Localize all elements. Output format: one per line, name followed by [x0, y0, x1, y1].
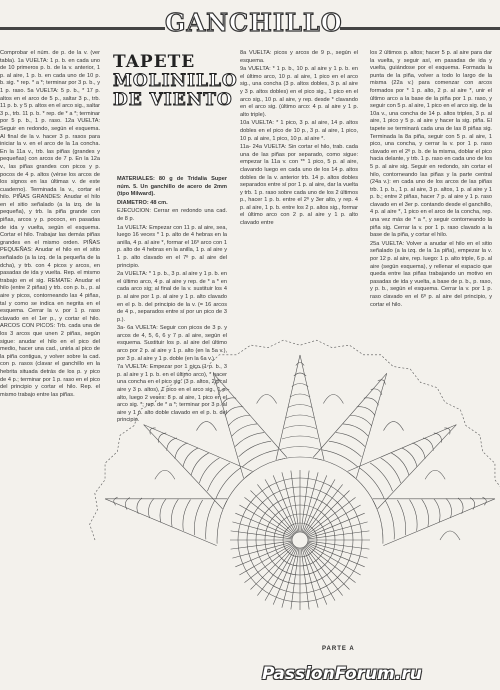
crochet-chart-lines: [90, 340, 500, 610]
round-25: 25a VUELTA: Volver a anudar el hilo en el sitio señalado (a la izq. de la 1a piña), empezar la v. por 12 p. al aire, rep. luego: 1 p. alto triple, 6 p. al aire (según esquema), y rellenar el espacio que queda entre las piñas trabajando un motivo en pasadas de ida y vuelta, a base de p. b., p. raso, y p. b., según el esquema. Cerrar la v. por 1 p. raso clavado en el 6º p. al aire del principio, y cortar el hilo.: [370, 240, 492, 308]
round-2: 2a VUELTA: * 1 p. b., 3 p. al aire y 1 p. b. en el último arco, 4 p. al aire y rep. de * a * en cada arco sig; al final de la v. sustituir los 4 p. al aire por 1 p. al aire y 1 p. alto clavado en el p. b. del principio de la v. (= 16 arcos de 4 p., separados entre sí por un pico de 3 p.).: [117, 271, 227, 323]
section-title: GANCHILLO: [165, 8, 340, 40]
materials: MATERIALES: 80 g de Tridalia Super núm. 5. Un ganchillo de acero de 2mm (tipo Milward).: [117, 176, 227, 198]
round-9: 9a VUELTA: * 1 p. b., 10 p. al aire y 1 p. b. en el último arco, 10 p. al aire, 1 pico en el arco sig., una concha (3 p. altos dobles, 3 p. al aire y 3 p. altos dobles) en el pico sig., 1 pico en el arco sig., 10 p. al aire, y rep. desde * clavando en el arco sig. (último arco: 4 p. al aire y 1 p. alto triple).: [240, 66, 358, 118]
round-8: 8a VUELTA: picos y arcos de 9 p., según el esquema.: [240, 50, 358, 64]
round-11-24: 11a- 24a VUELTA: Sin cortar el hilo, trab. cada una de las piñas por separado, como sigue: empezar la 11a v. con ** 1 pico, 5 p. al aire, clavando luego en cada uno de los 14 p. altos dobles de la v. anterior trb. 14 p. altos dobles separados entre sí por 1 p. al aire, dar la vuelta y trb. 1 p. raso sobre cada uno de los 2 últimos p., hacer 1 p. b. entre el 2º y 3er alto, y rep. 4 p. al aire, 1 p. b. entre los 2 p. altos sig., formar el último arco con 2 p. al aire y 1 p. alto clavado entre: [240, 144, 358, 227]
execution: EJECUCION: Cerrar en redondo una cad. de 8 p.: [117, 208, 227, 222]
column-4-text: los 2 últimos p. altos; hacer 5 p. al aire para dar la vuelta, y seguir así, en pasadas de ida y vuelta, guiándose por el esquema. Formada la punta de la piña, volver a todo lo largo de la misma (22a v.) para comenzar con arcos formados por * 1 p. alto, 2 p. al aire *, unir el último arco a la base de la piña por 1 p. raso, y seguir con 5 p. al aire, 1 pico en el arco sig. de la 10a v., una concha de 14 p. altos triples, 3 p. al aire, 1 pico y 5 p. al aire y hacer la sig. piña. El tapete se terminará cada una de las 8 piñas sig. Terminada la 8a piña, seguir con 5 p. al aire, 1 pico, una concha, y cerrar la v. por 1 p. raso clavado en el 2º p. b. de la misma, doblar el pico hacia delante, y trb. 1 p. raso en cada uno de los 5 p. al aire sig. Seguir en redondo, sin cortar el hilo, contorneando las piñas y la parte central (24a v.): en cada uno de los arcos de las piñas trb. 1 p. b., 1 p. al aire, 3 p. altos, 1 p. al aire y 1 p. b.; entre 2 piñas, hacer 7 p. al aire y 1 p. raso clavado en el 3er p. contando desde el ganchillo, 4 p. al aire *, 1 pico en el arco de la concha, rep. una vez más de * a *, y seguir contorneando la piña sig. Cerrar la v. por 1 p. raso clavado a la base de la piña, y cortar el hilo.: [370, 50, 492, 239]
title-line-1: TAPETE: [113, 52, 196, 72]
title-line-3: DE VIENTO: [113, 90, 233, 110]
column-1-text: Comprobar el núm. de p. de la v. (ver tabla). 1a VUELTA: 1 p. b. en cada uno de 10 primeros p. b. de la v. anterior, 1 p. al aire, 1 p. b. en cada uno de 10 p. b. sig. * rep. * a *; terminar por 3 p. b., y 1 p. raso. 5a VUELTA: 5 p. b., * 17 p. altos en el arco de 5 p., saltar 3 p., trb. 11 p. b. y 5 p. altos en el arco sig., saltar 3 p., trb. 11 p. b. * rep. de * a *; terminar por 5 p. b., 1 p. raso. 12a VUELTA: Seguir en redondo, según el esquema. Al final de la v. hacer 3 p. rasos para iniciar la v. en el arco de la 1a concha. En la 11a v., trb. las piñas (grandes y pequeñas) con arcos de 7 p. En la 12a v., las piñas grandes con picos y p. pocos de 4 p. altos (vérse los arcos de los signos en las últimas v. de este cuaderno). Terminada la v., cortar el hilo. PIÑAS GRANDES: Anudar el hilo en el sitio señalado (a la izq. de la pequeña), y trb. la piña grande con piñas, arcos y p. pococn, en pasadas de ida y vuelta, según el esquema. Cortar el hilo. Trabajar las demás piñas grandes en el mismo orden. PIÑAS PEQUEÑAS: Anudar el hilo en el sitio señalado (a la izq. de la pequeña de la dcha), y trb. con 4 picos y arcos, en pasadas de ida y vuelta. Rep. el mismo trabajo en el sig. REMATE: Anudar el hilo (entre 2 piñas) y trb. con p. b., p. al aire y picos, contorneando las 4 piñas, tal y como se indica en negrita en el esquema. Cerrar la v. por 1 p. raso clavado en el 1er p., y cortar el hilo. ARCOS CON PICOS: Trb. cada una de los 3 arcos que unen 2 piñas, según sigue: anudar el hilo en el pico del medio, hacer una cad., unirla al pico de la piña contigua, y volver sobre la cad. con p. rasos (clavar el ganchillo en la hebrita situada detrás de los p. y pico de 4 p.; terminar por 1 p. raso en el pico del principio y cortar el hilo. Rep. el mismo trabajo entre las piñas.: [0, 50, 101, 398]
round-7: 7a VUELTA: Empezar por 1 pico (1 p. b., 3 p. al aire y 1 p. b. en el último arco), * hacer una concha en el pico sig. (3 p. altos, 2 p. al aire y 3 p. altos), 1 pico en el arco sig., 1 p. alto, luego 2 veces: 8 p. al aire, 1 pico en el arco sig. *; rep. de * a *; terminar por 3 p. al aire y 1 p. alto doble clavado en el p. b. del principio.: [117, 364, 227, 424]
diameter: DIAMETRO: 48 cm.: [117, 199, 168, 206]
round-1: 1a VUELTA: Empezar con 11 p. al aire, sea, luego 16 veces * 1 p. alto de 4 hebras en la anilla, 4 p. al aire *, formar el 16º arco con 1 p. alto de 4 hebras en la anilla, 1 p. al aire y 1 p. alto clavado en el 7º p. al aire del principio.: [117, 224, 227, 269]
title-line-2: MOLINILLO: [113, 71, 238, 91]
watermark: PassionForum.ru: [262, 664, 422, 684]
round-3-6: 3a- 6a VUELTA: Seguir con picos de 3 p. y arcos de 4, 5, 6, 6 y 7 p. al aire, según el esquema. Sustituir los p. al aire del último arco por 2 p. al aire y 1 p. alto (en la 5a v.), por 3 p. al aire y 1 p. doble (en la 6a v.).: [117, 325, 227, 362]
parte-label: PARTE A: [322, 646, 355, 652]
round-10: 10a VUELTA: * 1 pico, 3 p. al aire, 14 p. altos dobles en el pico de 10 p., 3 p. al aire, 1 pico, 10 p. al aire, 1 pico, 10 p. al aire *.: [240, 120, 358, 142]
